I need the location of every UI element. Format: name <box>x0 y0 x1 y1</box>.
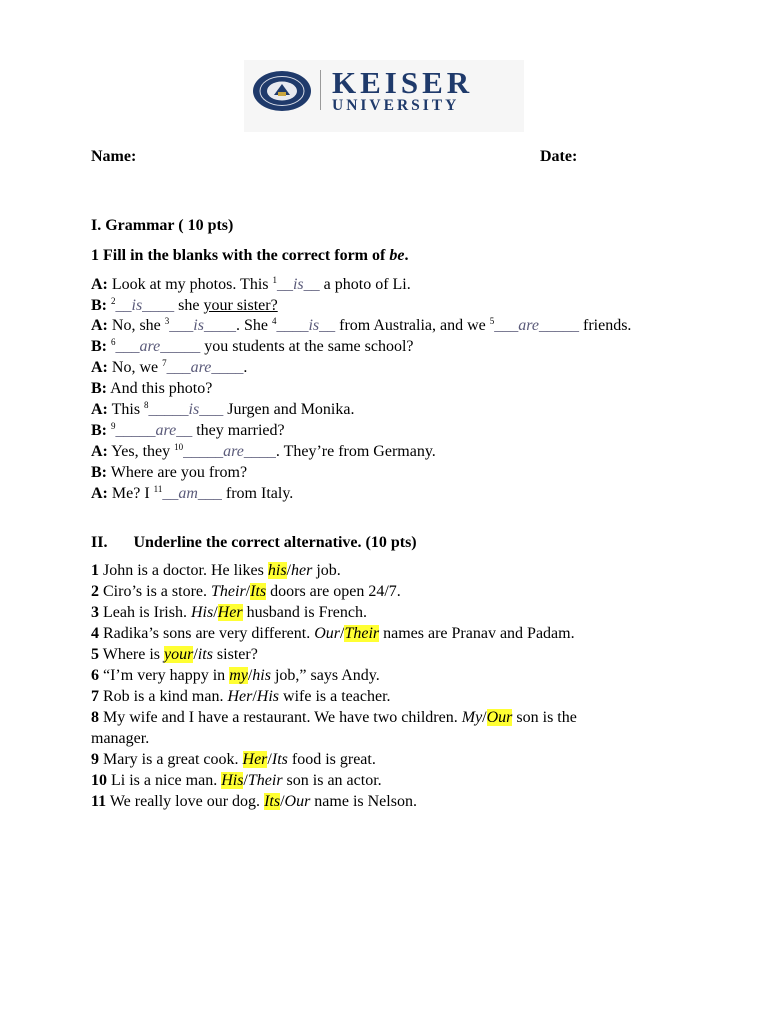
speaker: B: <box>91 297 107 314</box>
option-first[interactable]: his <box>267 562 287 579</box>
line-text: Yes, they <box>107 443 175 460</box>
item-number: 5 <box>91 646 99 663</box>
item-text: Leah is Irish. <box>99 604 191 621</box>
line-text: from Australia, and we <box>335 317 490 334</box>
line-text: Where are you from? <box>107 464 248 481</box>
section2-title: Underline the correct alternative. (10 pts) <box>133 534 417 551</box>
option-separator: / <box>286 562 291 579</box>
option-second[interactable]: His <box>256 688 280 705</box>
seal-icon <box>252 70 312 112</box>
instr-period: . <box>404 247 409 264</box>
item-number: 3 <box>91 604 99 621</box>
blank-number: 5 <box>489 316 495 326</box>
answer-blank[interactable]: _____are__ <box>115 422 193 439</box>
item-text: Radika’s sons are very different. <box>99 625 315 642</box>
option-first[interactable]: My <box>461 709 483 726</box>
dialogue-line <box>91 421 285 441</box>
option-separator: / <box>193 646 198 663</box>
item-text: “I’m very happy in <box>99 667 230 684</box>
answer-blank[interactable]: ____is__ <box>276 317 336 334</box>
logo-divider <box>320 70 321 110</box>
line-text: friends. <box>578 317 632 334</box>
option-second[interactable]: Its <box>271 751 288 768</box>
line-text: Me? I <box>107 485 154 502</box>
item-text: doors are open 24/7. <box>266 583 401 600</box>
line-text: . She <box>235 317 272 334</box>
item-text: Mary is a great cook. <box>99 751 243 768</box>
item-text: We really love our dog. <box>106 793 265 810</box>
exercise-item <box>91 561 341 581</box>
blank-number: 2 <box>111 296 116 306</box>
item-number: 2 <box>91 583 99 600</box>
speaker: B: <box>91 338 107 355</box>
option-first[interactable]: His <box>221 772 244 789</box>
option-separator: / <box>252 688 257 705</box>
line-text: from Italy. <box>221 485 294 502</box>
item-text: son is an actor. <box>282 772 382 789</box>
option-second[interactable]: Their <box>247 772 283 789</box>
answer-blank[interactable]: __am___ <box>162 485 222 502</box>
exercise-item <box>91 645 258 665</box>
speaker: A: <box>91 317 108 334</box>
exercise-item <box>91 582 401 602</box>
line-text: they married? <box>192 422 285 439</box>
dialogue-line <box>91 379 212 399</box>
answer-blank[interactable]: _____are____ <box>183 443 276 460</box>
dialogue-line <box>91 337 414 357</box>
item-text: wife is a teacher. <box>279 688 391 705</box>
item-text: Ciro’s is a store. <box>99 583 211 600</box>
instr-text: 1 Fill in the blanks with the correct form of <box>91 247 390 264</box>
item-text: job,” says Andy. <box>270 667 380 684</box>
dialogue-line <box>91 275 411 295</box>
speaker: A: <box>91 359 108 376</box>
option-first[interactable]: Its <box>264 793 281 810</box>
item-text: job. <box>312 562 341 579</box>
dialogue-line <box>91 296 278 316</box>
item-text: names are Pranav and Padam. <box>379 625 575 642</box>
logo-line1: KEISER <box>332 65 474 100</box>
speaker: B: <box>91 380 107 397</box>
item-continuation: manager. <box>91 730 150 747</box>
exercise-item <box>91 750 376 770</box>
option-second[interactable]: Our <box>486 709 513 726</box>
blank-number: 11 <box>153 484 163 494</box>
option-second[interactable]: his <box>252 667 271 684</box>
speaker: A: <box>91 485 108 502</box>
option-separator: / <box>482 709 487 726</box>
answer-blank[interactable]: __is____ <box>115 297 175 314</box>
exercise-item <box>91 603 367 623</box>
option-first[interactable]: Her <box>242 751 268 768</box>
item-text: name is Nelson. <box>310 793 417 810</box>
date-label: Date: <box>540 148 578 165</box>
exercise-item <box>91 708 577 728</box>
line-text: . They’re from Germany. <box>275 443 436 460</box>
line-text: . <box>243 359 248 376</box>
exercise-item <box>91 792 417 812</box>
option-second[interactable]: Their <box>344 625 380 642</box>
item-number: 8 <box>91 709 99 726</box>
line-text: Jurgen and Monika. <box>223 401 355 418</box>
blank-number: 3 <box>164 316 170 326</box>
item-text: John is a doctor. He likes <box>99 562 268 579</box>
instr-emphasis: be <box>389 247 405 264</box>
dialogue-line <box>91 463 247 483</box>
item-text: Where is <box>99 646 165 663</box>
item-number: 6 <box>91 667 99 684</box>
option-second[interactable]: her <box>291 562 313 579</box>
option-separator: / <box>247 667 253 684</box>
item-number: 7 <box>91 688 99 705</box>
blank-number: 1 <box>272 275 277 285</box>
answer-blank[interactable]: ___is____ <box>169 317 236 334</box>
blank-number: 8 <box>144 400 149 410</box>
blank-number: 9 <box>111 421 116 431</box>
dialogue-line <box>91 442 436 462</box>
dialogue-line <box>91 400 354 420</box>
answer-blank[interactable]: ___are_____ <box>115 338 201 355</box>
blank-number: 4 <box>271 316 277 326</box>
option-separator: / <box>267 751 272 768</box>
speaker: A: <box>91 443 108 460</box>
item-number: 10 <box>91 772 107 789</box>
line-text: you students at the same school? <box>200 338 414 355</box>
dialogue-line <box>91 358 247 378</box>
exercise-item <box>91 771 382 791</box>
university-logo <box>244 60 524 132</box>
item-text: husband is French. <box>242 604 367 621</box>
logo-wordmark <box>332 67 473 114</box>
exercise-item <box>91 666 380 686</box>
option-separator: / <box>280 793 285 810</box>
answer-blank[interactable]: __is__ <box>276 276 320 293</box>
option-second[interactable]: Its <box>250 583 267 600</box>
line-text: she <box>174 297 204 314</box>
option-second[interactable]: its <box>197 646 213 663</box>
option-first[interactable]: your <box>164 646 194 663</box>
speaker: B: <box>91 464 107 481</box>
section1-instructions <box>91 246 408 266</box>
speaker: B: <box>91 422 107 439</box>
option-first[interactable]: His <box>190 604 214 621</box>
item-text: My wife and I have a restaurant. We have two children. <box>99 709 462 726</box>
item-number: 9 <box>91 751 99 768</box>
option-separator: / <box>245 583 251 600</box>
item-text: Rob is a kind man. <box>99 688 228 705</box>
name-label: Name: <box>91 148 137 165</box>
line-text: Look at my photos. This <box>107 276 273 293</box>
answer-blank[interactable]: ___are____ <box>166 359 244 376</box>
item-text: sister? <box>212 646 258 663</box>
line-text: a photo of Li. <box>319 276 411 293</box>
speaker: A: <box>91 401 108 418</box>
item-number: 1 <box>91 562 99 579</box>
option-separator: / <box>339 625 345 642</box>
line-text: This <box>107 401 145 418</box>
section2-heading <box>91 533 417 553</box>
item-text: son is the <box>512 709 577 726</box>
underlined-text: your sister? <box>203 297 278 314</box>
option-first[interactable]: Our <box>314 625 340 642</box>
line-text: And this photo? <box>107 380 213 397</box>
option-first[interactable]: Her <box>227 688 253 705</box>
blank-number: 10 <box>174 442 184 452</box>
item-number: 11 <box>91 793 107 810</box>
section2-num: II. <box>91 534 108 551</box>
option-first[interactable]: Their <box>211 583 246 600</box>
blank-number: 7 <box>162 358 167 368</box>
exercise-item <box>91 624 575 644</box>
line-text: No, we <box>107 359 163 376</box>
answer-blank[interactable]: _____is___ <box>148 401 224 418</box>
option-second[interactable]: Our <box>284 793 311 810</box>
item-number: 4 <box>91 625 99 642</box>
option-separator: / <box>213 604 218 621</box>
exercise-item <box>91 687 391 707</box>
section1-heading: I. Grammar ( 10 pts) <box>91 217 234 234</box>
item-text: food is great. <box>287 751 376 768</box>
option-separator: / <box>243 772 248 789</box>
speaker: A: <box>91 276 108 293</box>
line-text: No, she <box>107 317 165 334</box>
logo-line2: UNIVERSITY <box>332 97 460 114</box>
answer-blank[interactable]: ___are_____ <box>494 317 579 334</box>
dialogue-line <box>91 484 293 504</box>
blank-number: 6 <box>111 337 116 347</box>
dialogue-line <box>91 316 631 336</box>
option-second[interactable]: Her <box>217 604 243 621</box>
option-first[interactable]: my <box>229 667 248 684</box>
item-text: Li is a nice man. <box>107 772 222 789</box>
